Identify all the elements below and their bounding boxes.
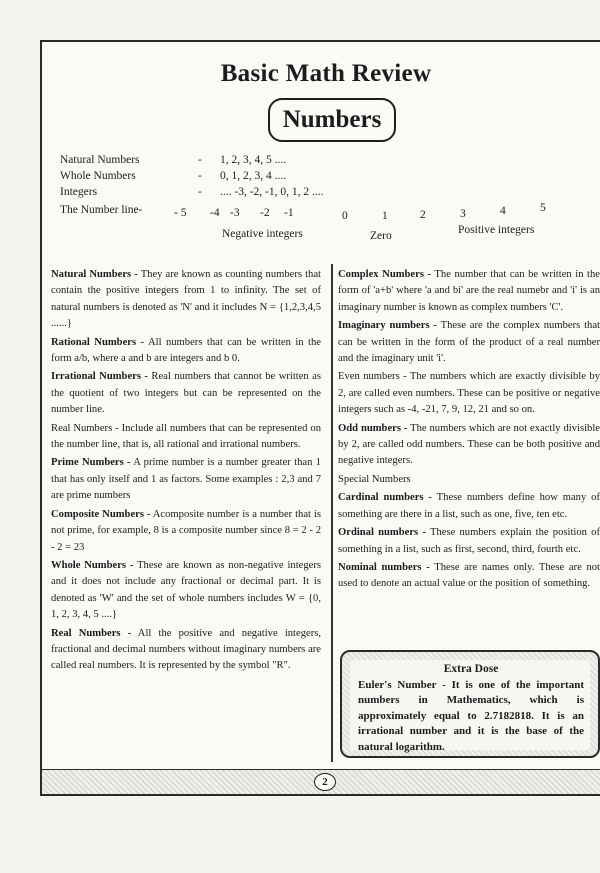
definition-text: A prime number is a number greater than 1 that has only itself and 1 as factors. Some examples : 2,3 and 7 are prime numbers — [51, 457, 321, 502]
number-line-value: -3 — [230, 207, 240, 219]
definition-text: The numbers which are not exactly divisible by 2, are called odd numbers. These can be both positive and negative integers. — [338, 422, 600, 467]
definition-text: All numbers that can be written in the form a/b, where a and b are integers and b 0. — [51, 336, 321, 365]
number-type-value: .... -3, -2, -1, 0, 1, 2 .... — [220, 186, 324, 198]
definition-text: Real Numbers - Include all numbers that can be represented on the number line, that is, all rational and irrational numbers. — [51, 422, 321, 451]
definition-term: Natural Numbers - — [51, 269, 138, 280]
definition-paragraph — [338, 267, 600, 316]
column-divider — [331, 264, 333, 762]
definition-text: These numbers explain the position of something in a list, such as first, second, third, fourth etc. — [338, 527, 600, 555]
extra-dose-text: Euler's Number - It is one of the important numbers in Mathematics, which is approximately equal to 2.7182818. It is an irrational number and it is the base of the natural logarithm. — [358, 678, 584, 753]
positive-integers-caption: Positive integers — [458, 224, 535, 236]
number-line-label: The Number line- — [60, 204, 143, 216]
number-line-value: - 5 — [174, 207, 187, 219]
number-type-dash: - — [198, 170, 202, 182]
definition-paragraph — [51, 455, 321, 504]
definition-paragraph — [338, 318, 600, 367]
number-type-dash: - — [198, 186, 202, 198]
number-line-value: 1 — [382, 210, 388, 222]
number-line-value: 4 — [500, 205, 506, 217]
number-type-value: 0, 1, 2, 3, 4 .... — [220, 170, 287, 182]
definition-paragraph — [338, 560, 600, 593]
page-footer — [42, 769, 600, 794]
number-type-label: Whole Numbers — [60, 170, 136, 182]
negative-integers-caption: Negative integers — [222, 228, 303, 240]
zero-caption: Zero — [370, 230, 392, 242]
section-title — [268, 98, 396, 142]
definition-paragraph — [51, 267, 321, 333]
definition-text: These are names only. These are not used to denote an actual value or the position of something. — [338, 561, 600, 590]
definition-term: Whole Numbers - — [51, 559, 134, 571]
definition-paragraph — [51, 626, 321, 675]
definition-term: Irrational Numbers - — [51, 371, 148, 383]
definition-paragraph — [51, 558, 321, 624]
number-type-label: Integers — [60, 186, 98, 198]
definition-text: Even numbers - The numbers which are exactly divisible by 2, are called even numbers. These can be positive or negative integers such as -4, -21, 7, 9, 12, 21 and so on. — [338, 371, 600, 416]
left-column — [51, 267, 321, 677]
definition-term: Nominal numbers - — [338, 561, 430, 573]
number-line-value: -4 — [210, 207, 220, 219]
definition-paragraph — [338, 472, 600, 488]
definition-text: Acomposite number is a number that is not prime, for example, 8 is a composite number since 8 = 2 - 2 - 2 = 23 — [51, 508, 321, 553]
definition-text: The number that can be written in the form of 'a+b' where 'a and bi' are the real numebr and 'i' is an imaginary number is known as complex numbers 'C'. — [338, 269, 600, 313]
number-line-value: -1 — [284, 207, 294, 219]
definition-paragraph — [338, 421, 600, 470]
number-type-dash: - — [198, 154, 202, 166]
definition-text: All the positive and negative integers, fractional and decimal numbers without imaginary numbers are called real numbers. It is represented by the symbol "R". — [51, 627, 321, 672]
number-line-value: 3 — [460, 208, 466, 220]
definition-term: Rational Numbers - — [51, 336, 145, 348]
definition-term: Composite Numbers - — [51, 508, 151, 520]
definition-text: These are known as non-negative integers and it does not include any fractional or decimal part. It is denoted as 'W' and the set of whole numbers includes W = {0, 1, 2, 3, 4, 5 ....} — [51, 559, 321, 621]
definition-term: Complex Numbers - — [338, 269, 432, 280]
definition-term: Ordinal numbers - — [338, 527, 426, 539]
definition-term: Imaginary numbers - — [338, 320, 437, 332]
extra-dose-content — [350, 660, 590, 753]
definition-paragraph — [338, 525, 600, 558]
definition-term: Real Numbers - — [51, 627, 132, 639]
definition-paragraph — [51, 335, 321, 368]
right-column — [338, 267, 600, 595]
section-title-text: Numbers — [282, 106, 382, 133]
number-line-value: 2 — [420, 209, 426, 221]
definition-text: Special Numbers — [338, 473, 411, 485]
definition-text: Real numbers that cannot be written as the quotient of two integers but can be represented on the number line. — [51, 371, 321, 416]
definition-text: These numbers define how many of something are there in a list, such as one, five, ten etc. — [338, 492, 600, 520]
page — [40, 40, 600, 796]
number-type-value: 1, 2, 3, 4, 5 .... — [220, 154, 287, 166]
page-title: Basic Math Review — [220, 60, 432, 87]
definition-term: Prime Numbers - — [51, 457, 131, 469]
definition-paragraph — [338, 369, 600, 418]
extra-dose-box — [340, 650, 600, 758]
definition-paragraph — [338, 490, 600, 523]
page-number: 2 — [314, 773, 336, 791]
definition-term: Cardinal numbers - — [338, 492, 432, 504]
definition-text: They are known as counting numbers that contain the positive integers from 1 to infinity. The set of natural numbers is denoted as 'N' and it includes N = {1,2,3,4,5 ......} — [51, 269, 321, 330]
definition-paragraph — [51, 507, 321, 556]
number-line-value: -2 — [260, 207, 270, 219]
number-type-label: Natural Numbers — [60, 154, 140, 166]
definition-paragraph — [51, 421, 321, 454]
definition-term: Odd numbers - — [338, 422, 408, 434]
definition-paragraph — [51, 369, 321, 418]
number-line-value: 0 — [342, 210, 348, 222]
definition-text: These are the complex numbers that can be written in the form of the product of a real number and the imaginary unit 'i'. — [338, 320, 600, 365]
number-line-value: 5 — [540, 202, 546, 214]
extra-dose-title: Extra Dose — [443, 663, 499, 675]
